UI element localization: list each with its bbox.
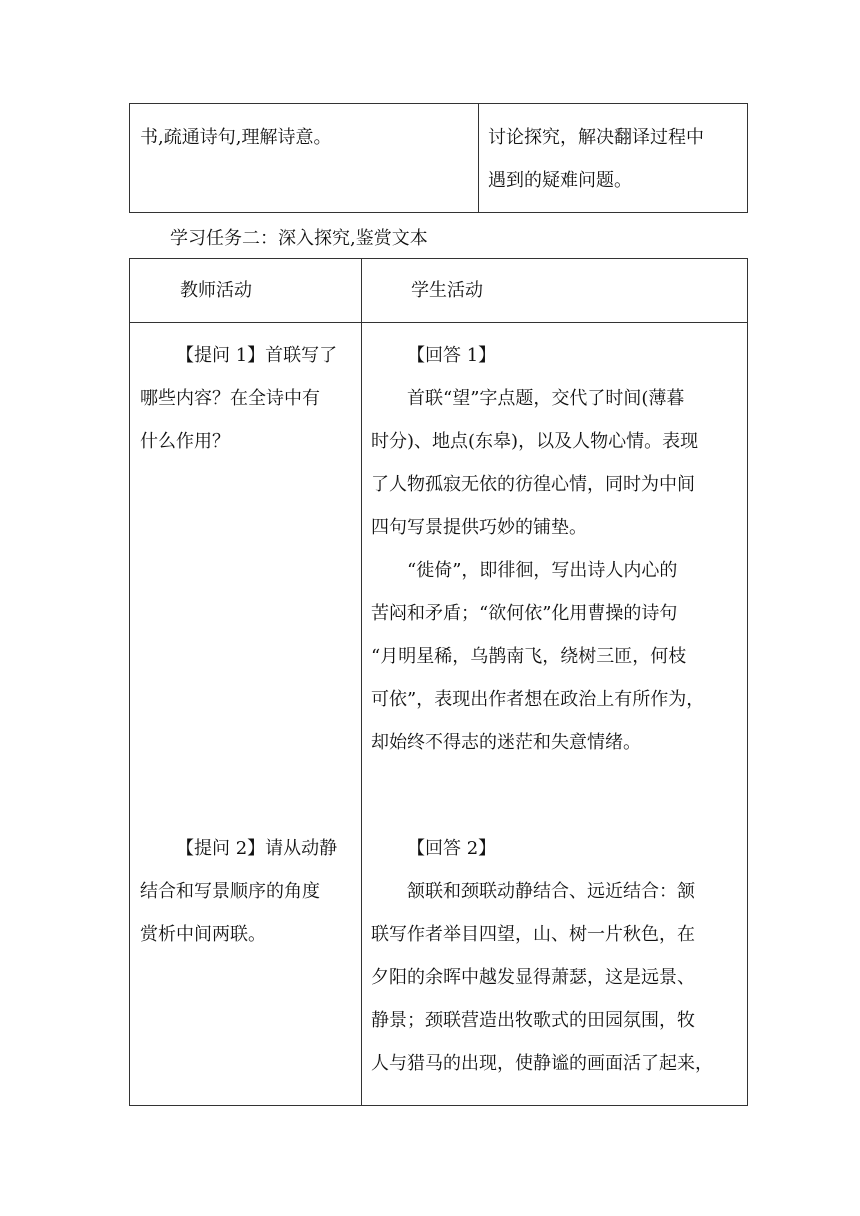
question-line: 赏析中间两联。: [140, 924, 266, 945]
answer-line: “月明星稀，乌鹊南飞，绕树三匝，何枝: [371, 646, 687, 667]
answer-line: 时分)、地点(东皋)，以及人物心情。表现: [371, 431, 699, 452]
answer-line: 了人物孤寂无依的彷徨心情，同时为中间: [371, 474, 695, 495]
question-line: 【提问 1】首联写了: [176, 345, 338, 366]
answer-line: 静景；颈联营造出牧歌式的田园氛围，牧: [371, 1010, 695, 1031]
answer-line: 可依”，表现出作者想在政治上有所作为，: [371, 689, 705, 710]
cell-line: 书,疏通诗句,理解诗意。: [140, 127, 332, 148]
question-2: [140, 827, 355, 956]
answer-line: 人与猎马的出现，使静谧的画面活了起来，: [371, 1053, 713, 1074]
answer-line: 颔联和颈联动静结合、远近结合：颔: [407, 881, 695, 902]
question-line: 【提问 2】请从动静: [176, 838, 338, 859]
header-student: 学生活动: [411, 280, 483, 301]
table-divider: [361, 259, 362, 1105]
answer-line: “徙倚”，即徘徊，写出诗人内心的: [407, 560, 678, 581]
cell-line: 讨论探究，解决翻译过程中: [488, 127, 704, 148]
answer-2: [371, 827, 746, 1085]
question-line: 结合和写景顺序的角度: [140, 881, 320, 902]
answer-label: 【回答 2】: [407, 838, 497, 859]
table-divider: [478, 104, 479, 212]
answer-line: 四句写景提供巧妙的铺垫。: [371, 517, 587, 538]
answer-line: 联写作者举目四望，山、树一片秋色，在: [371, 924, 695, 945]
task2-caption: 学习任务二：深入探究,鉴赏文本: [170, 228, 428, 249]
answer-label: 【回答 1】: [407, 345, 497, 366]
teacher-cell-text: [140, 116, 470, 159]
answer-line: 首联“望”字点题，交代了时间(薄暮: [407, 388, 685, 409]
student-cell-text: [488, 116, 743, 202]
question-line: 哪些内容？在全诗中有: [140, 388, 320, 409]
answer-line: 夕阳的余晖中越发显得萧瑟，这是远景、: [371, 967, 695, 988]
table-continued: [129, 103, 748, 213]
answer-line: 苦闷和矛盾；“欲何依”化用曹操的诗句: [371, 603, 678, 624]
header-divider: [130, 322, 747, 323]
activity-table: [129, 258, 748, 1106]
cell-line: 遇到的疑难问题。: [488, 170, 632, 191]
answer-1: [371, 334, 746, 764]
question-line: 什么作用？: [140, 431, 230, 452]
question-1: [140, 334, 355, 463]
answer-line: 却始终不得志的迷茫和失意情绪。: [371, 732, 641, 753]
header-teacher: 教师活动: [180, 280, 252, 301]
